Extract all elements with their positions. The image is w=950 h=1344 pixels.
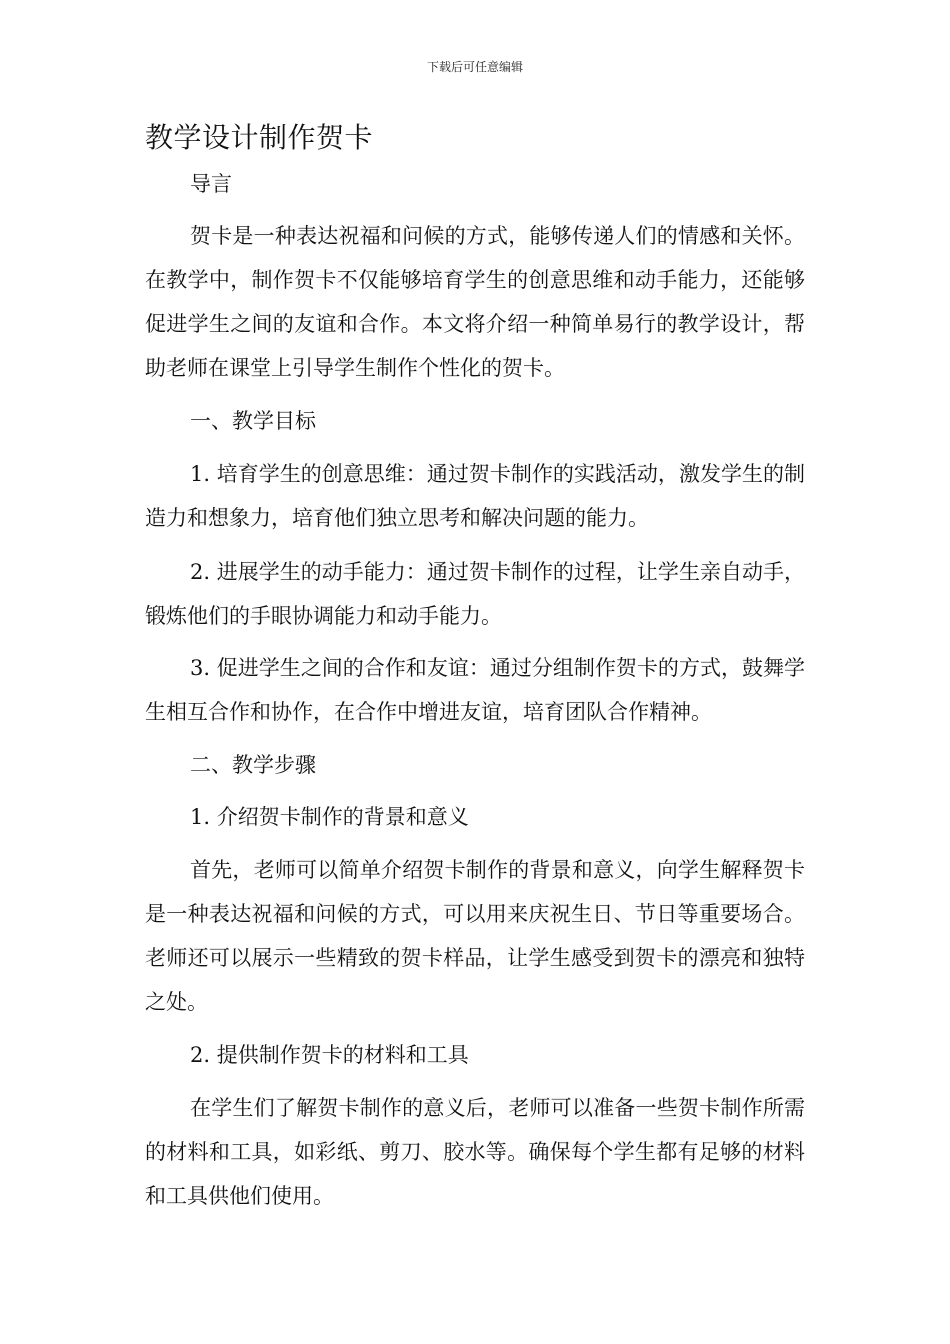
goal-item-cooperation: 3. 促进学生之间的合作和友谊：通过分组制作贺卡的方式，鼓舞学生相互合作和协作，在合作中增进友谊，培育团队合作精神。 (145, 656, 805, 724)
document-title: 教学设计制作贺卡 (145, 121, 374, 154)
goal-item-hands-on: 2. 进展学生的动手能力：通过贺卡制作的过程，让学生亲自动手，锻炼他们的手眼协调能力和动手能力。 (145, 560, 805, 628)
intro-paragraph: 贺卡是一种表达祝福和问候的方式，能够传递人们的情感和关怀。在教学中，制作贺卡不仅能够培育学生的创意思维和动手能力，还能够促进学生之间的友谊和合作。本文将介绍一种简单易行的教学设计，帮助老师在课堂上引导学生制作个性化的贺卡。 (145, 224, 805, 380)
section-heading-steps: 二、教学步骤 (190, 753, 316, 777)
step-heading-materials: 2. 提供制作贺卡的材料和工具 (190, 1043, 469, 1067)
download-edit-note: 下载后可任意编辑 (426, 60, 523, 74)
step-paragraph-introduce: 首先，老师可以简单介绍贺卡制作的背景和意义，向学生解释贺卡是一种表达祝福和问候的方式，可以用来庆祝生日、节日等重要场合。老师还可以展示一些精致的贺卡样品，让学生感受到贺卡的漂亮和独特之处。 (145, 858, 805, 1014)
step-paragraph-materials: 在学生们了解贺卡制作的意义后，老师可以准备一些贺卡制作所需的材料和工具，如彩纸、剪刀、胶水等。确保每个学生都有足够的材料和工具供他们使用。 (145, 1096, 805, 1208)
intro-heading: 导言 (190, 172, 232, 196)
goal-item-creativity: 1. 培育学生的创意思维：通过贺卡制作的实践活动，激发学生的制造力和想象力，培育他们独立思考和解决问题的能力。 (145, 462, 805, 530)
section-heading-goals: 一、教学目标 (190, 409, 316, 433)
step-heading-introduce: 1. 介绍贺卡制作的背景和意义 (190, 805, 469, 829)
